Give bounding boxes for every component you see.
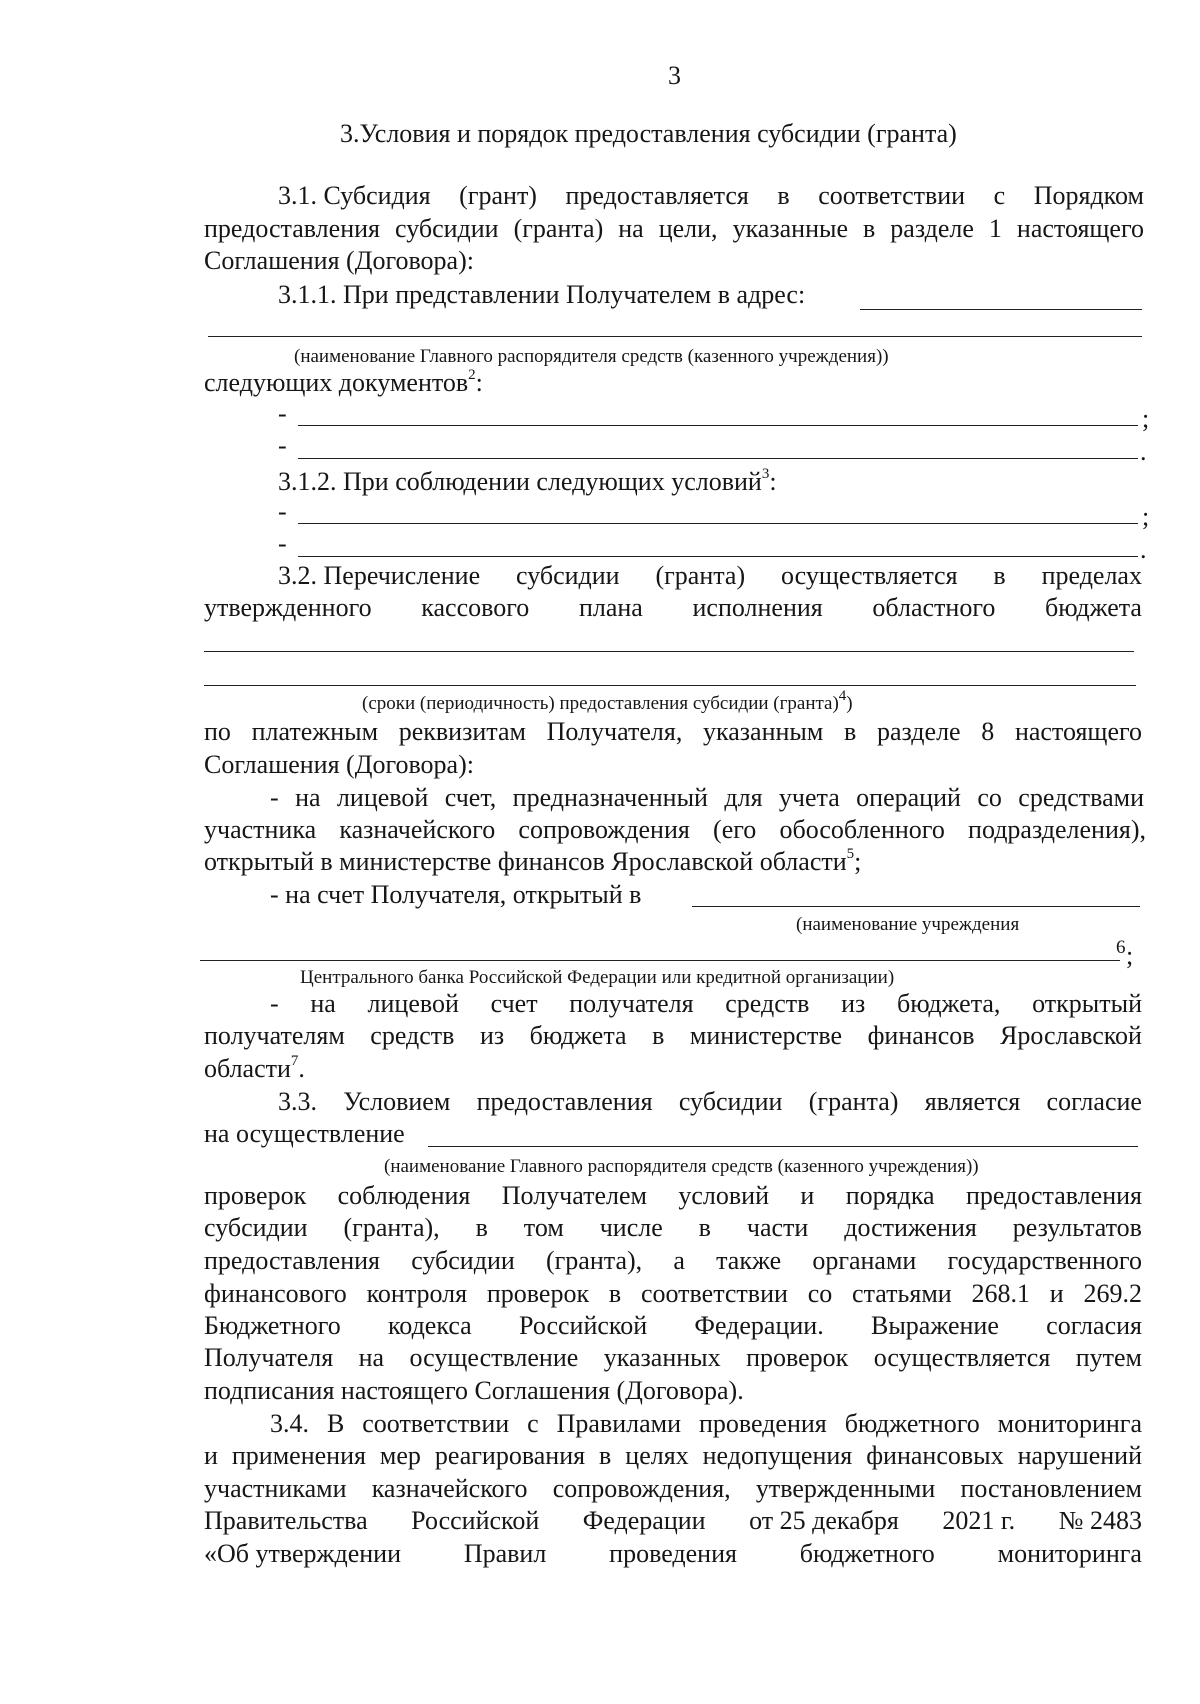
paragraph-3-3-line-1: 3.3. Условием предоставления субсидии (гранта) является согласие (278, 1087, 1142, 1116)
paragraph-3-1-1: 3.1.1. При представлении Получателем в адрес: (278, 280, 806, 309)
cond-bullet-2-line (298, 556, 1138, 557)
blank-line-terms-2 (204, 685, 1136, 686)
paragraph-3-3-line-7: Бюджетного кодекса Российской Федерации. Выражение согласия (204, 1311, 1142, 1340)
paragraph-3-3-line-8: Получателя на осуществление указанных проверок осуществляется путем (204, 1343, 1142, 1372)
paragraph-3-4-line-2: и применения мер реагирования в целях недопущения финансовых нарушений (204, 1441, 1142, 1470)
doc-bullet-2-line (298, 458, 1138, 459)
section-title: 3.Условия и порядок предоставления субсидии (гранта) (340, 119, 957, 148)
blank-line-bank-2 (200, 960, 1120, 961)
caption-inspector: (наименование Главного распорядителя средств (казенного учреждения)) (384, 1156, 979, 1177)
account-bullet-3-line-1: - на лицевой счет получателя средств из бюджета, открытый (270, 989, 1142, 1018)
paragraph-3-1-line-1: 3.1. Субсидия (грант) предоставляется в соответствии с Порядком (278, 181, 1144, 210)
caption-bank-2: Центрального банка Российской Федерации или кредитной организации) (300, 967, 895, 988)
cond-bullet-1-line (298, 523, 1138, 524)
page-number: 3 (668, 61, 681, 90)
account-bullet-1-line-2: участника казначейского сопровождения (его обособленного подразделения), (204, 815, 1146, 844)
paragraph-3-4-line-5: «Об утверждении Правил проведения бюджетного мониторинга (204, 1539, 1142, 1568)
caption-bank-1: (наименование учреждения (796, 914, 1020, 935)
documents-label: следующих документов$^2$: (204, 367, 483, 397)
account-bullet-2: - на счет Получателя, открытый в (270, 880, 642, 909)
blank-line-addressee (860, 309, 1142, 310)
cond-bullet-2-dash: - (278, 529, 287, 558)
blank-line-inspector (428, 1146, 1138, 1147)
paragraph-3-3-line-6: финансового контроля проверок в соответствии со статьями 268.1 и 269.2 (204, 1279, 1142, 1308)
caption-terms: (сроки (периодичность) предоставления субсидии (гранта)$^4$) (362, 687, 853, 714)
paragraph-3-4-line-1: 3.4. В соответствии с Правилами проведения бюджетного мониторинга (270, 1409, 1142, 1438)
cond-bullet-1-semicolon: ; (1142, 502, 1150, 531)
paragraph-3-2-line-1: 3.2. Перечисление субсидии (гранта) осуществляется в пределах (278, 561, 1142, 590)
account-bullet-1-line-1: - на лицевой счет, предназначенный для учета операций со средствами (270, 783, 1144, 812)
doc-bullet-1-semicolon: ; (1142, 404, 1150, 433)
paragraph-3-2-line-2: утвержденного кассового плана исполнения областного бюджета (204, 593, 1142, 622)
cond-bullet-1-dash: - (278, 497, 287, 526)
blank-line-addressee-2 (208, 336, 1142, 337)
caption-main-administrator: (наименование Главного распорядителя средств (казенного учреждения)) (294, 346, 889, 367)
doc-bullet-2-period: . (1140, 437, 1147, 466)
paragraph-3-3-line-2: на осуществление (204, 1119, 405, 1148)
account-bullet-3-line-3: области$^7$. (204, 1053, 305, 1083)
blank-line-bank (692, 906, 1140, 907)
doc-bullet-1-dash: - (278, 399, 287, 428)
account-bullet-2-semicolon: ; (1126, 941, 1134, 970)
paragraph-3-1-line-2: предоставления субсидии (гранта) на цели, указанные в разделе 1 настоящего (204, 214, 1144, 243)
paragraph-3-3-line-5: предоставления субсидии (гранта), а также органами государственного (204, 1246, 1142, 1275)
blank-line-terms-1 (204, 651, 1134, 652)
paragraph-3-2-line-3: по платежным реквизитам Получателя, указанным в разделе 8 настоящего (204, 717, 1142, 746)
doc-bullet-2-dash: - (278, 431, 287, 460)
paragraph-3-2-line-4: Соглашения (Договора): (204, 750, 474, 779)
paragraph-3-3-line-3: проверок соблюдения Получателем условий и порядка предоставления (204, 1181, 1142, 1210)
paragraph-3-1-2: 3.1.2. При соблюдении следующих условий$^3$: (278, 466, 777, 496)
paragraph-3-4-line-3: участниками казначейского сопровождения, утвержденными постановлением (204, 1474, 1142, 1503)
cond-bullet-2-period: . (1140, 535, 1147, 564)
paragraph-3-4-line-4: Правительства Российской Федерации от 25 декабря 2021 г. № 2483 (204, 1506, 1142, 1535)
paragraph-3-3-line-9: подписания настоящего Соглашения (Договора). (204, 1376, 744, 1405)
account-bullet-1-line-3: открытый в министерстве финансов Ярославской области$^5$; (204, 846, 862, 876)
footnote-6-marker: 6 (1116, 937, 1126, 958)
paragraph-3-1-line-3: Соглашения (Договора): (204, 246, 474, 275)
account-bullet-3-line-2: получателям средств из бюджета в министерстве финансов Ярославской (204, 1021, 1142, 1050)
doc-bullet-1-line (298, 425, 1138, 426)
paragraph-3-3-line-4: субсидии (гранта), в том числе в части достижения результатов (204, 1213, 1142, 1242)
